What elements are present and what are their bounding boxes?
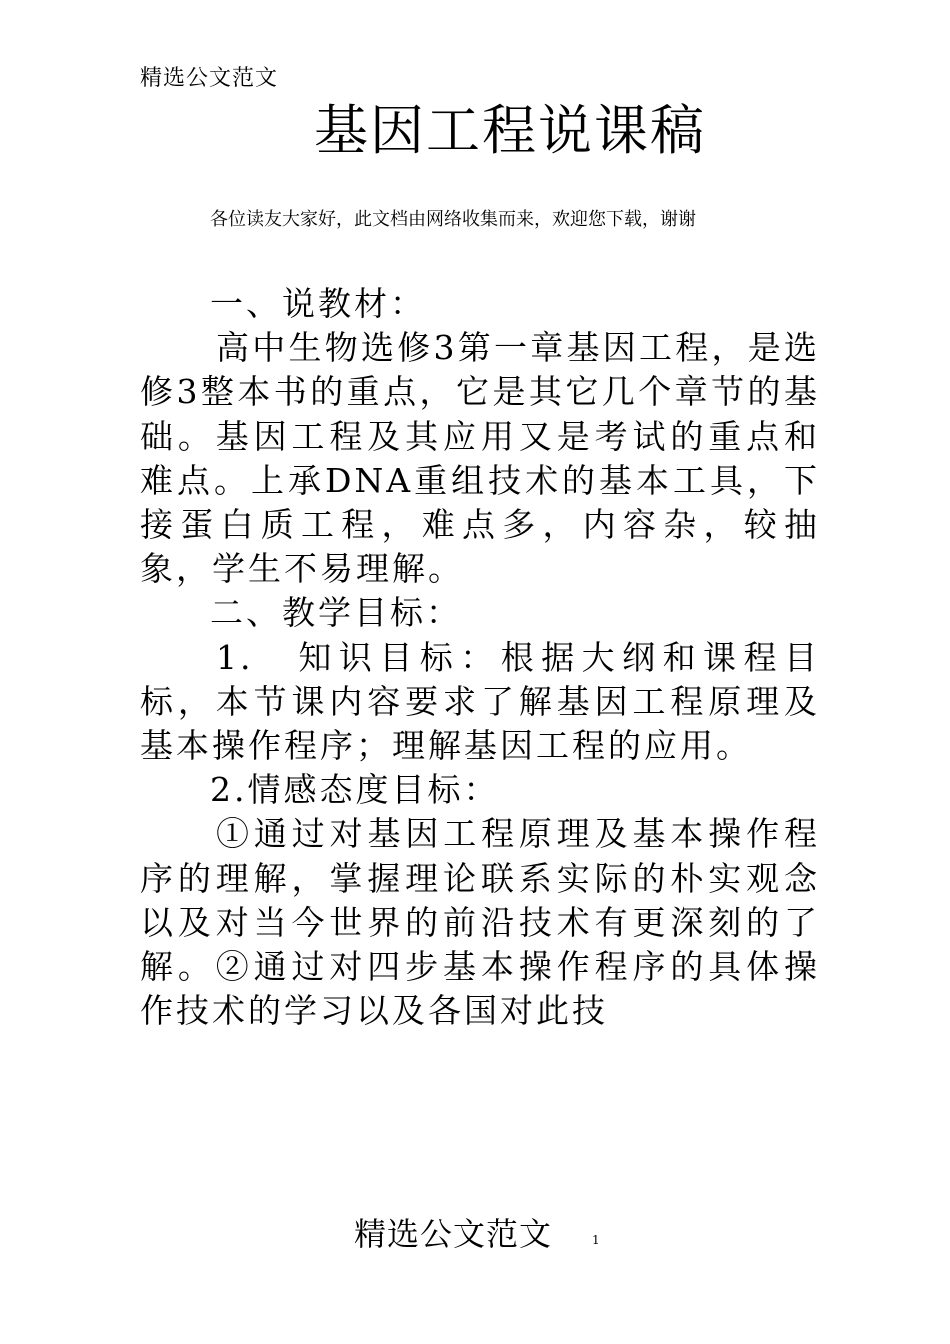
subheading-attitude-goal: 2.情感态度目标： <box>210 770 500 810</box>
section-heading-textbook: 一、说教材： <box>210 284 426 323</box>
header-label: 精选公文范文 <box>140 66 279 91</box>
footer-label: 精选公文范文 <box>354 1215 553 1253</box>
document-title: 基因工程说课稿 <box>314 99 706 162</box>
download-notice: 各位读友大家好，此文档由网络收集而来，欢迎您下载，谢谢 <box>210 209 696 230</box>
document-body <box>140 282 820 1033</box>
page-number: 1 <box>592 1233 600 1247</box>
paragraph-knowledge-goal: 1. 知识目标：根据大纲和课程目标，本节课内容要求了解基因工程原理及基本操作程序；理解基因工程的应用。 <box>140 637 820 766</box>
section-heading-goals: 二、教学目标： <box>210 593 462 633</box>
paragraph-attitude-goal: ①通过对基因工程原理及基本操作程序的理解，掌握理论联系实际的朴实观念以及对当今世界的前沿技术有更深刻的了解。②通过对四步基本操作程序的具体操作技术的学习以及各国对此技 <box>140 814 820 1031</box>
paragraph-textbook: 高中生物选修3第一章基因工程，是选修3整本书的重点，它是其它几个章节的基础。基因工程及其应用又是考试的重点和难点。上承DNA重组技术的基本工具，下接蛋白质工程，难点多，内容杂，较抽象，学生不易理解。 <box>140 328 820 589</box>
